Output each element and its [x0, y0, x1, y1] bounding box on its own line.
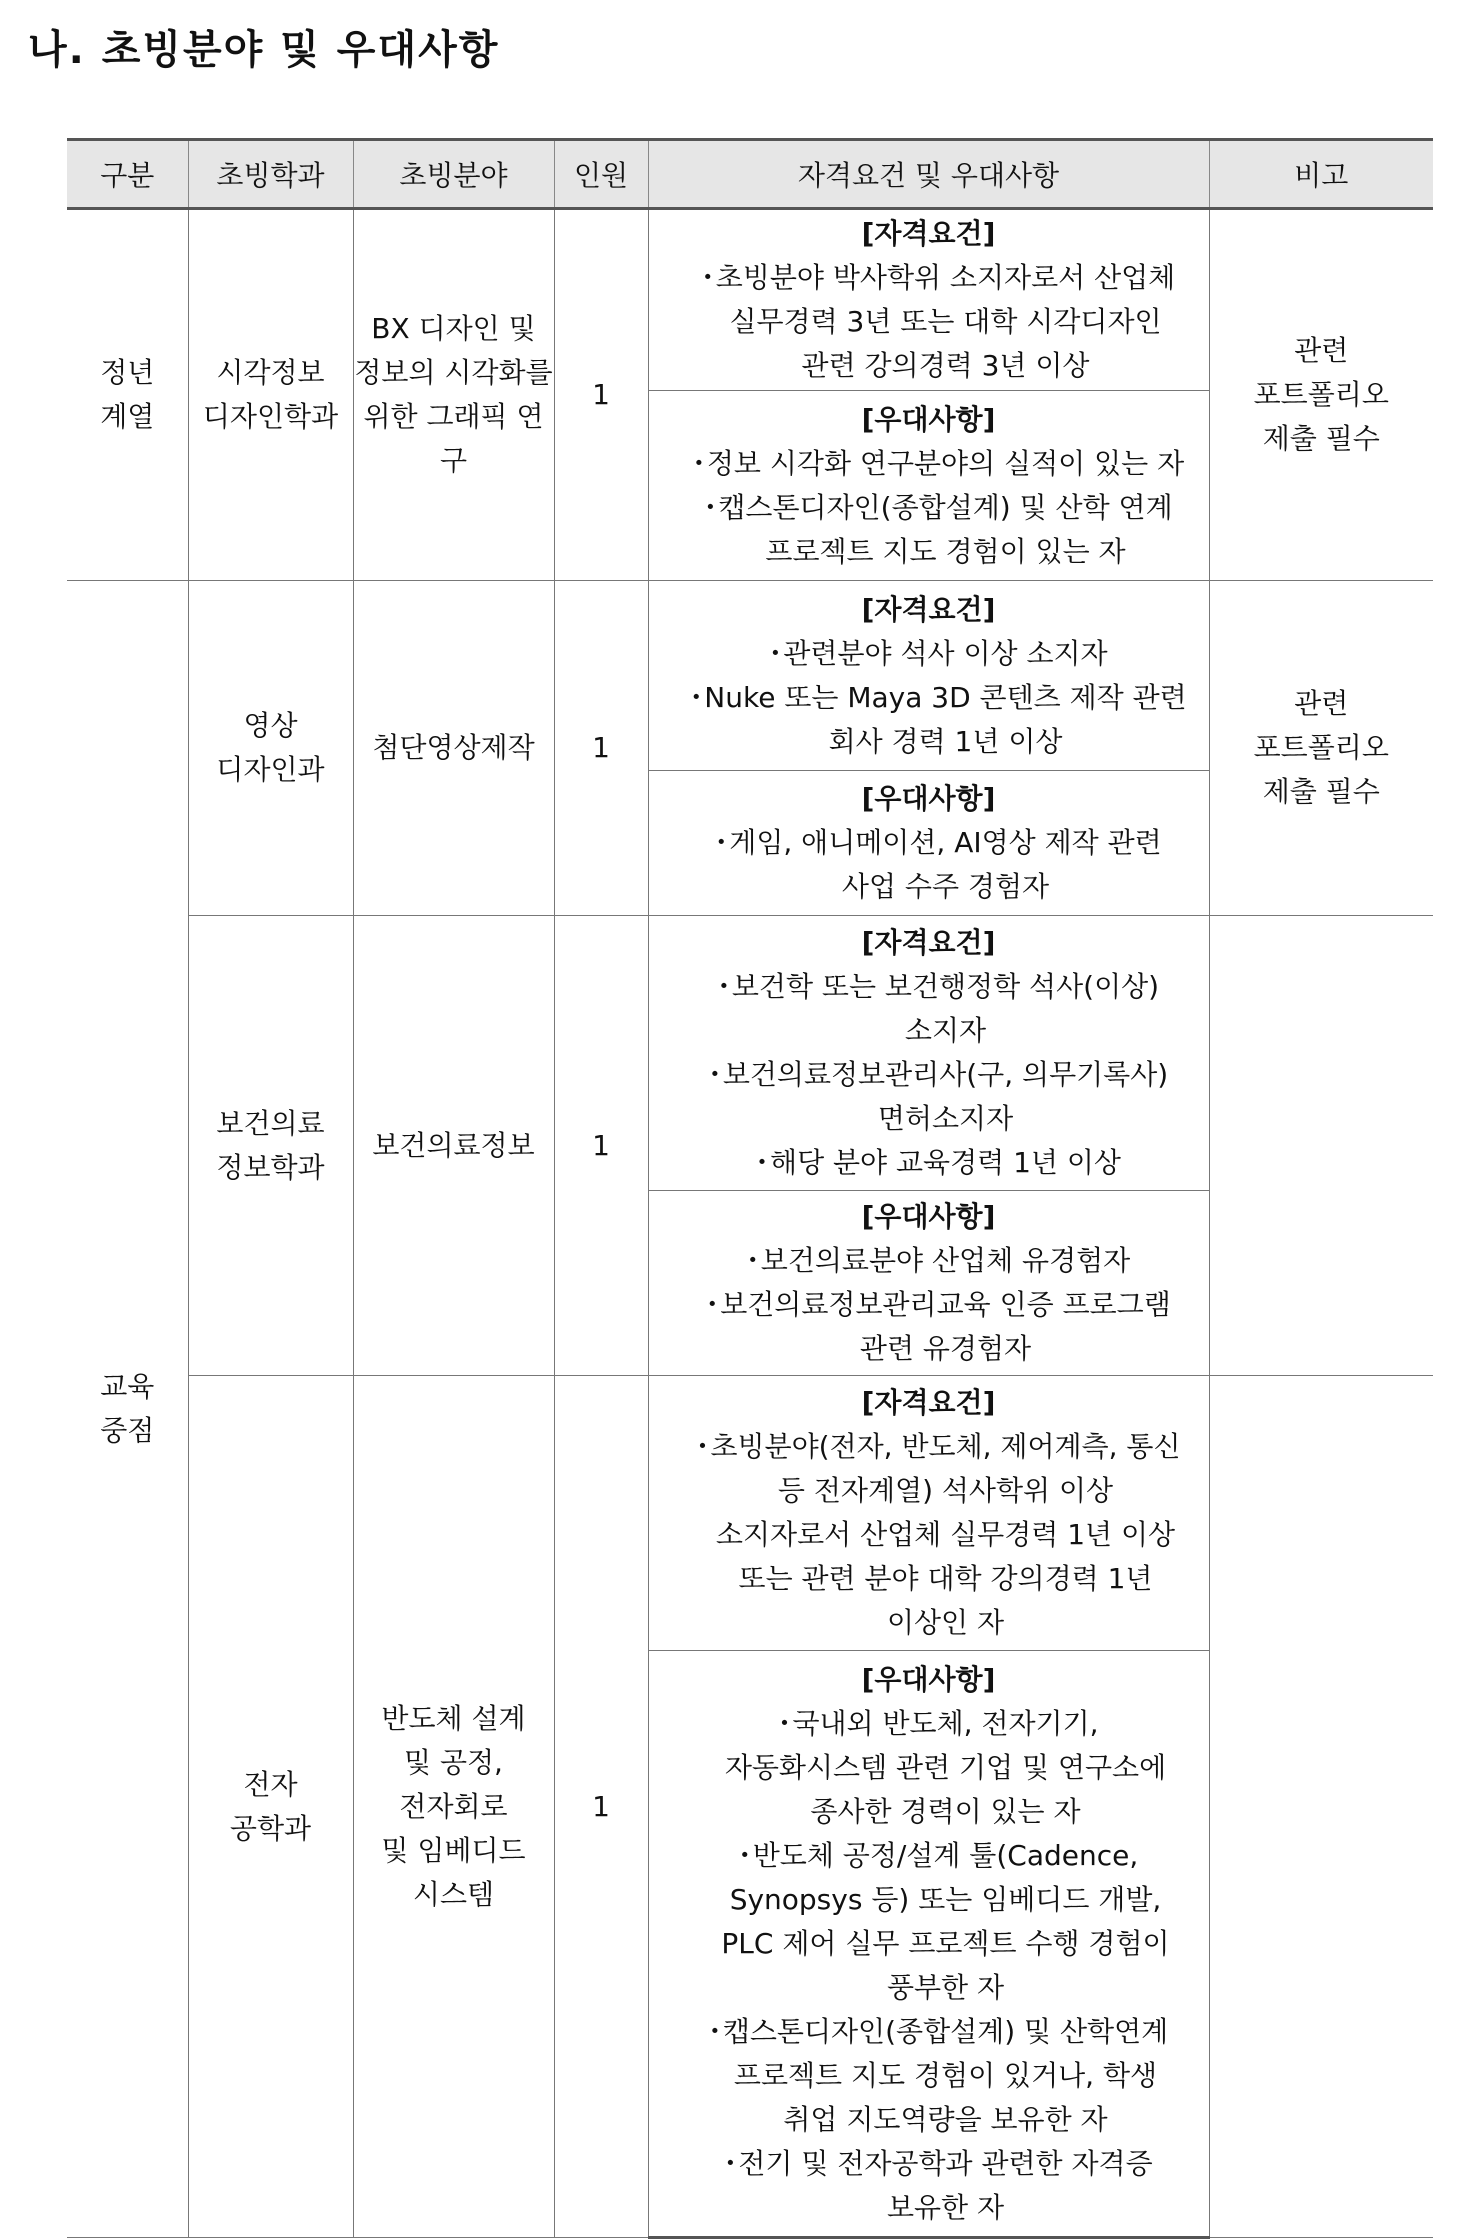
dept-cell: 영상 디자인과	[188, 581, 353, 916]
list-item: ・캡스톤디자인(종합설계) 및 산학 연계 프로젝트 지도 경험이 있는 자	[696, 490, 1173, 568]
dept-cell: 보건의료 정보학과	[188, 916, 353, 1376]
qualification-cell: [자격요건] ・관련분야 석사 이상 소지자 ・Nuke 또는 Maya 3D 콘텐츠 제작 관련 회사 경력 1년 이상	[648, 581, 1209, 771]
note-cell: 관련 포트폴리오 제출 필수	[1209, 209, 1433, 581]
header-count: 인원	[554, 140, 648, 209]
preference-cell: [우대사항] ・정보 시각화 연구분야의 실적이 있는 자 ・캡스톤디자인(종합설계) 및 산학 연계 프로젝트 지도 경험이 있는 자	[648, 391, 1209, 581]
table-row	[67, 209, 1433, 391]
note-cell	[1209, 916, 1433, 1376]
qualification-cell: [자격요건] ・초빙분야(전자, 반도체, 제어계측, 통신 등 전자계열) 석사학위 이상 소지자로서 산업체 실무경력 1년 이상 또는 관련 분야 대학 강의경력 1년 이상인 자	[648, 1376, 1209, 1651]
list-item: ・초빙분야(전자, 반도체, 제어계측, 통신 등 전자계열) 석사학위 이상 소지자로서 산업체 실무경력 1년 이상 또는 관련 분야 대학 강의경력 1년 이상인 자	[688, 1430, 1181, 1639]
dept-cell: 전자 공학과	[188, 1376, 353, 2238]
dept-cell: 시각정보 디자인학과	[188, 209, 353, 581]
list-item: ・보건학 또는 보건행정학 석사(이상) 소지자	[709, 970, 1160, 1047]
count-cell: 1	[554, 209, 648, 581]
field-cell: BX 디자인 및 정보의 시각화를 위한 그래픽 연구	[353, 209, 554, 581]
recruitment-table	[67, 138, 1433, 2239]
table-header-row	[67, 140, 1433, 209]
list-item: ・캡스톤디자인(종합설계) 및 산학연계 프로젝트 지도 경험이 있거나, 학생 취업 지도역량을 보유한 자	[700, 2014, 1169, 2136]
note-cell: 관련 포트폴리오 제출 필수	[1209, 581, 1433, 916]
table-row	[67, 916, 1433, 1191]
list-item: ・해당 분야 교육경력 1년 이상	[748, 1146, 1121, 1179]
list-item: ・보건의료정보관리사(구, 의무기록사) 면허소지자	[700, 1058, 1169, 1135]
list-item: ・전기 및 전자공학과 관련한 자격증 보유한 자	[716, 2146, 1153, 2224]
count-cell: 1	[554, 916, 648, 1376]
field-cell: 보건의료정보	[353, 916, 554, 1376]
list-item: ・반도체 공정/설계 툴(Cadence, Synopsys 등) 또는 임베디드 개발, PLC 제어 실무 프로젝트 수행 경험이 풍부한 자	[721, 1838, 1170, 2004]
count-cell: 1	[554, 1376, 648, 2238]
preference-cell: [우대사항] ・보건의료분야 산업체 유경험자 ・보건의료정보관리교육 인증 프로그램 관련 유경험자	[648, 1191, 1209, 1376]
header-department: 초빙학과	[188, 140, 353, 209]
group-cell: 교육 중점	[67, 581, 188, 2238]
group-cell: 정년 계열	[67, 209, 188, 581]
field-cell: 첨단영상제작	[353, 581, 554, 916]
preference-cell: [우대사항] ・게임, 애니메이션, AI영상 제작 관련 사업 수주 경험자	[648, 771, 1209, 916]
list-item: ・보건의료분야 산업체 유경험자	[738, 1244, 1131, 1277]
list-item: ・초빙분야 박사학위 소지자로서 산업체 실무경력 3년 또는 대학 시각디자인 관련 강의경력 3년 이상	[693, 261, 1176, 382]
field-cell: 반도체 설계 및 공정, 전자회로 및 임베디드 시스템	[353, 1376, 554, 2238]
list-item: ・관련분야 석사 이상 소지자	[761, 636, 1108, 670]
list-item: ・국내외 반도체, 전자기기, 자동화시스템 관련 기업 및 연구소에 종사한 경력이 있는 자	[724, 1706, 1167, 1828]
table-row	[67, 1376, 1433, 1651]
table-row	[67, 581, 1433, 771]
header-requirements: 자격요건 및 우대사항	[648, 140, 1209, 209]
count-cell: 1	[554, 581, 648, 916]
qualification-cell: [자격요건] ・초빙분야 박사학위 소지자로서 산업체 실무경력 3년 또는 대학 시각디자인 관련 강의경력 3년 이상	[648, 209, 1209, 391]
header-note: 비고	[1209, 140, 1433, 209]
note-cell	[1209, 1376, 1433, 2238]
qualification-cell: [자격요건] ・보건학 또는 보건행정학 석사(이상) 소지자 ・보건의료정보관리사(구, 의무기록사) 면허소지자 ・해당 분야 교육경력 1년 이상	[648, 916, 1209, 1191]
header-field: 초빙분야	[353, 140, 554, 209]
list-item: ・보건의료정보관리교육 인증 프로그램 관련 유경험자	[698, 1288, 1171, 1365]
list-item: ・정보 시각화 연구분야의 실적이 있는 자	[684, 446, 1185, 480]
list-item: ・게임, 애니메이션, AI영상 제작 관련 사업 수주 경험자	[707, 826, 1162, 903]
page-title: 나. 초빙분야 및 우대사항	[28, 27, 500, 73]
header-category: 구분	[67, 140, 188, 209]
list-item: ・Nuke 또는 Maya 3D 콘텐츠 제작 관련 회사 경력 1년 이상	[682, 680, 1187, 758]
preference-cell: [우대사항] ・국내외 반도체, 전자기기, 자동화시스템 관련 기업 및 연구소에 종사한 경력이 있는 자 ・반도체 공정/설계 툴(Cadence, Synopsys 등) 또는 임베디드 개발, PLC 제어 실무 프로젝트 수행 경험이 풍부한 자 ・캡스톤디자인(종합설계) 및 산학연계 프로젝트 지도 경험이 있거나, 학생 취업 지도역량을 보유한 자 ・전기 및 전자공학과 관련한 자격증 보유한 자	[648, 1651, 1209, 2238]
